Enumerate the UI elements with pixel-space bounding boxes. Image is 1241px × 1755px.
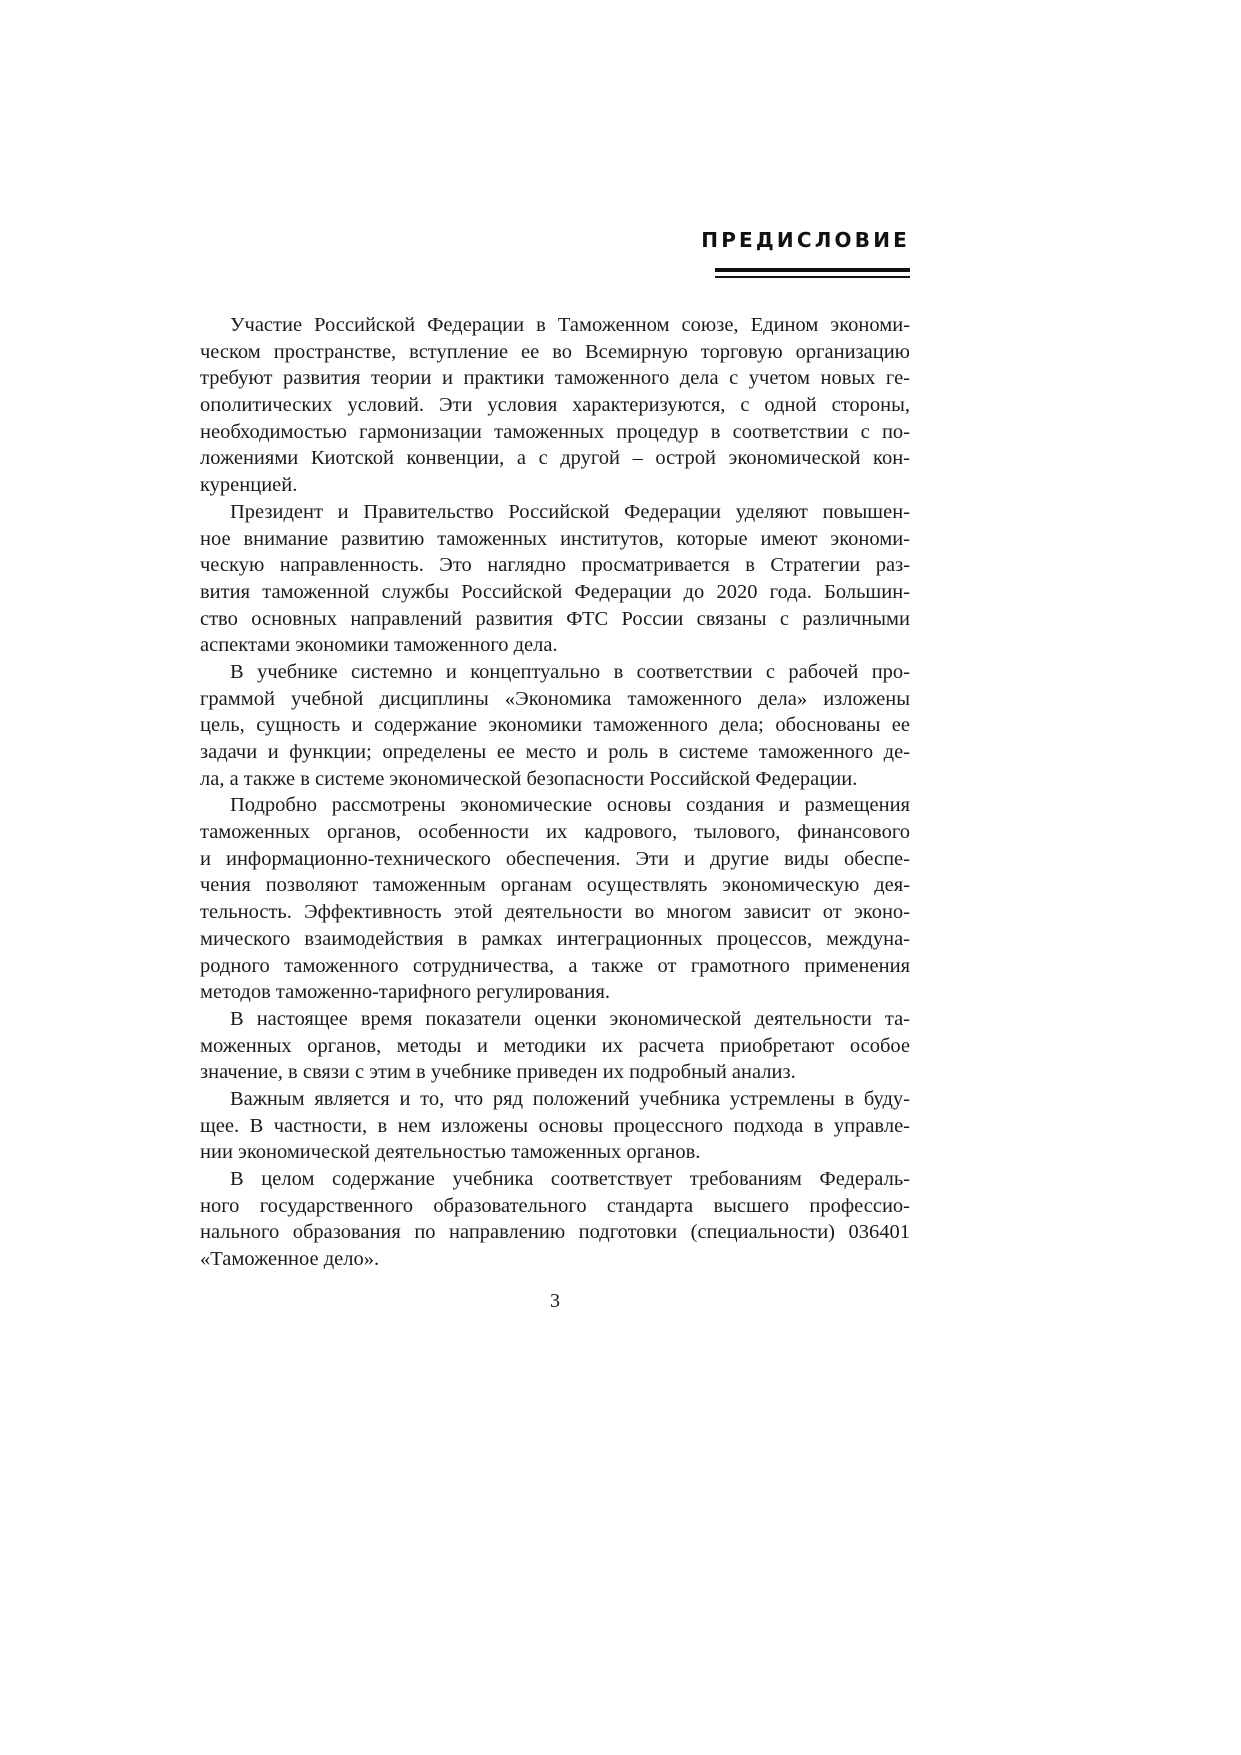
text-line: ного государственного образовательного стандарта высшего профессио- [200, 1194, 910, 1217]
text-line: В настоящее время показатели оценки экономической деятельности та- [230, 1007, 910, 1030]
text-line: необходимостью гармонизации таможенных процедур в соответствии с по- [200, 420, 910, 443]
text-line: аспектами экономики таможенного дела. [200, 634, 558, 657]
paragraph [200, 312, 910, 499]
text-line: ное внимание развитию таможенных институтов, которые имеют экономи- [200, 527, 910, 550]
text-line: ла, а также в системе экономической безопасности Российской Федерации. [200, 767, 858, 790]
page-number: 3 [550, 1290, 560, 1312]
text-line: Подробно рассмотрены экономические основы создания и размещения [230, 794, 910, 817]
text-line: моженных органов, методы и методики их расчета приобретают особое [200, 1034, 910, 1057]
paragraph [200, 792, 910, 1006]
text-line: Участие Российской Федерации в Таможенном союзе, Едином экономи- [230, 314, 910, 336]
text-line: ческом пространстве, вступление ее во Всемирную торговую организацию [200, 340, 910, 363]
text-line: нии экономической деятельностью таможенных органов. [200, 1141, 701, 1164]
body-text [200, 312, 910, 1273]
text-line: куренцией. [200, 474, 298, 497]
text-line: значение, в связи с этим в учебнике приведен их подробный анализ. [200, 1061, 796, 1084]
paragraph [200, 659, 910, 792]
text-line: родного таможенного сотрудничества, а также от грамотного применения [200, 954, 910, 977]
text-line: В целом содержание учебника соответствует требованиям Федераль- [230, 1168, 910, 1190]
text-line: В учебнике системно и концептуально в соответствии с рабочей про- [230, 660, 910, 683]
text-line: чения позволяют таможенным органам осуществлять экономическую дея- [200, 874, 910, 897]
text-line: таможенных органов, особенности их кадрового, тылового, финансового [200, 821, 910, 844]
text-line: нального образования по направлению подготовки (специальности) 036401 [200, 1221, 910, 1244]
text-line: «Таможенное дело». [200, 1248, 380, 1271]
text-line: Важным является и то, что ряд положений учебника устремлены в буду- [230, 1087, 910, 1110]
text-line: ческую направленность. Это наглядно просматривается в Стратегии раз- [200, 554, 910, 577]
page-title: ПРЕДИСЛОВИЕ [701, 228, 910, 252]
text-line: вития таможенной службы Российской Федерации до 2020 года. Большин- [200, 580, 910, 603]
paragraph [200, 1006, 910, 1086]
text-line: тельность. Эффективность этой деятельности во многом зависит от эконо- [200, 901, 910, 924]
text-line: ство основных направлений развития ФТС России связаны с различными [200, 607, 910, 630]
text-line: ложениями Киотской конвенции, а с другой – острой экономической кон- [200, 447, 910, 470]
paragraph [200, 499, 910, 659]
text-line: ополитических условий. Эти условия характеризуются, с одной стороны, [200, 394, 910, 417]
title-rule-thick [715, 268, 910, 272]
text-line: методов таможенно-тарифного регулирования. [200, 981, 611, 1004]
text-line: требуют развития теории и практики таможенного дела с учетом новых ге- [200, 367, 910, 390]
paragraph [200, 1166, 910, 1273]
text-line: и информационно-технического обеспечения. Эти и другие виды обеспе- [200, 847, 910, 870]
text-line: мического взаимодействия в рамках интеграционных процессов, междуна- [200, 927, 910, 950]
title-rule-thin [715, 276, 910, 278]
text-line: цель, сущность и содержание экономики таможенного дела; обоснованы ее [200, 714, 910, 737]
text-line: граммой учебной дисциплины «Экономика таможенного дела» изложены [200, 687, 910, 710]
text-line: Президент и Правительство Российской Федерации уделяют повышен- [230, 500, 910, 523]
text-line: щее. В частности, в нем изложены основы процессного подхода в управле- [200, 1114, 910, 1137]
paragraph [200, 1086, 910, 1166]
text-line: задачи и функции; определены ее место и роль в системе таможенного де- [200, 741, 910, 763]
